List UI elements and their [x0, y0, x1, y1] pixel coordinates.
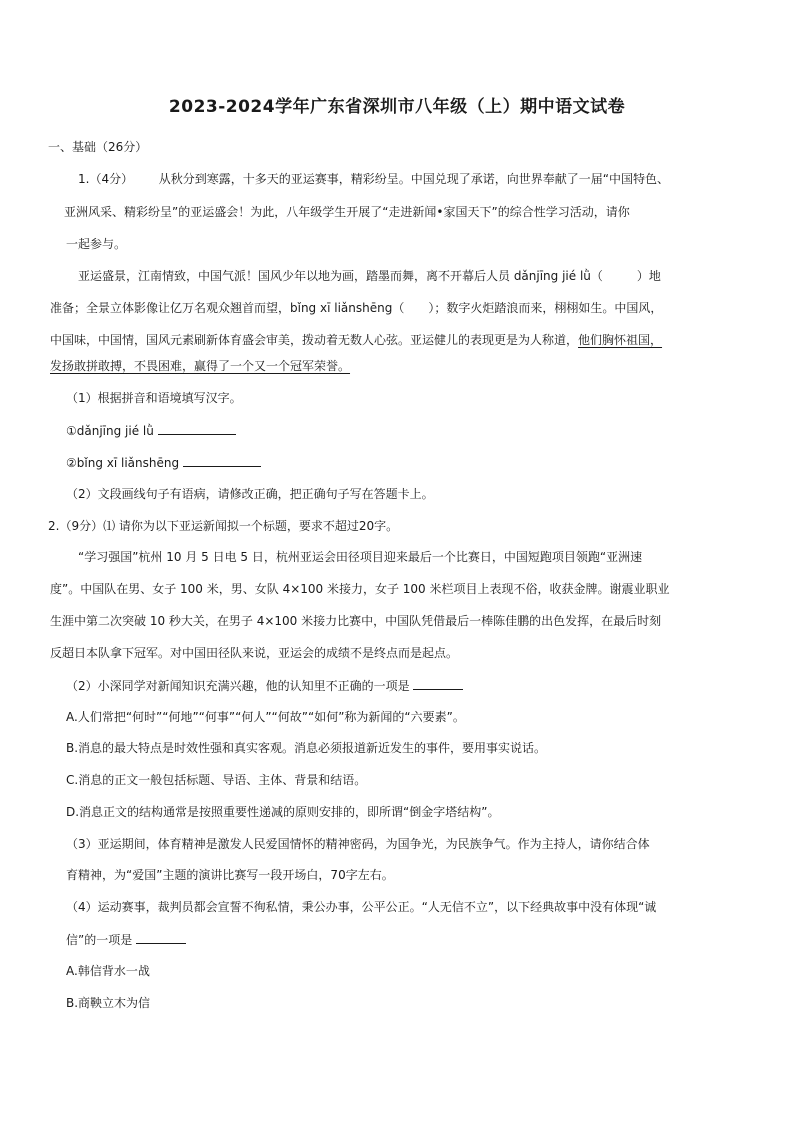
q2-sub-3-line-1: （3）亚运期间，体育精神是激发人民爱国情怀的精神密码，为国争光，为民族争气。作为主持人，请你结合体: [66, 837, 650, 851]
q1-line-2: 亚洲风采、精彩纷呈”的亚运盛会！为此，八年级学生开展了“走进新闻•家国天下”的综合性学习活动，请你: [64, 205, 630, 219]
q1-sub-1a: [66, 422, 236, 439]
q1-line-3: 一起参与。: [66, 237, 127, 251]
q2-option-a: A.人们常把“何时”“何地”“何事”“何人”“何故”“如何”称为新闻的“六要素”。: [66, 710, 465, 724]
q2-sub-4-line-2: [66, 931, 186, 948]
q2-sub-3-line-2: 育精神，为“爱国”主题的演讲比赛写一段开场白，70字左右。: [66, 868, 394, 882]
q1-passage-line-4: [50, 358, 350, 374]
q2-news-4: 反超日本队拿下冠军。对中国田径队来说，亚运会的成绩不是终点而是起点。: [50, 646, 459, 660]
q2-line-1: 2.（9分）⑴ 请你为以下亚运新闻拟一个标题，要求不超过20字。: [48, 519, 399, 533]
q2-sub-4-line-1: （4）运动赛事，裁判员都会宣誓不徇私情，秉公办事，公平公正。“人无信不立”，以下经典故事中没有体现“诚: [66, 900, 657, 914]
q1-number: 1.（4分）: [78, 172, 134, 186]
q2-option-b: B.消息的最大特点是时效性强和真实客观。消息必须报道新近发生的事件，要用事实说话。: [66, 741, 547, 755]
q2-sub-4-option-b: B.商鞅立木为信: [66, 996, 151, 1010]
answer-blank[interactable]: [183, 454, 261, 467]
passage-text: 中国味，中国情，国风元素刷新体育盛会审美，拨动着无数人心弦。亚运健儿的表现更是为人称道，: [50, 333, 579, 347]
q1-text-1: 从秋分到寒露，十多天的亚运赛事，精彩纷呈。中国兑现了承诺，向世界奉献了一届“中国特色、: [158, 172, 669, 186]
exam-title: 2023-2024学年广东省深圳市八年级（上）期中语文试卷: [168, 97, 626, 117]
underlined-sentence: 发扬敢拼敢搏，不畏困难，赢得了一个又一个冠军荣誉。: [50, 359, 351, 373]
q2-news-3: 生涯中第二次突破 10 秒大关，在男子 4×100 米接力比赛中，中国队凭借最后一棒陈佳鹏的出色发挥，在最后时刻: [50, 614, 662, 628]
pinyin-prompt: ②bǐng xī liǎnshēng: [66, 456, 180, 470]
underlined-sentence: 他们胸怀祖国，: [578, 333, 663, 347]
q2-news-2: 度”。中国队在男、女子 100 米，男、女队 4×100 米接力，女子 100 米栏项目上表现不俗，收获金牌。谢震业职业: [50, 582, 670, 596]
q1-passage-line-1: [78, 268, 661, 284]
question-text: 信”的一项是: [66, 933, 133, 947]
q2-option-d: D.消息正文的结构通常是按照重要性递减的原则安排的，即所谓“倒金字塔结构”。: [66, 805, 500, 819]
answer-blank[interactable]: [413, 677, 463, 690]
question-text: （2）小深同学对新闻知识充满兴趣，他的认知里不正确的一项是: [66, 679, 410, 693]
q1-passage-line-3: [50, 332, 662, 348]
pinyin-prompt: ①dǎnjīng jié lǜ: [66, 424, 154, 438]
passage-text: ）；数字火炬踏浪而来，栩栩如生。中国风，: [428, 301, 663, 315]
q1-sub-1: （1）根据拼音和语境填写汉字。: [66, 391, 242, 405]
answer-blank[interactable]: [158, 422, 236, 435]
q1-line-1: [78, 171, 669, 187]
q2-sub-2: [66, 677, 463, 694]
q1-sub-2: （2）文段画线句子有语病，请修改正确，把正确句子写在答题卡上。: [66, 487, 434, 501]
passage-text: ）地: [636, 269, 661, 283]
q2-sub-4-option-a: A.韩信背水一战: [66, 964, 150, 978]
q2-news-1: “学习强国”杭州 10 月 5 日电 5 日，杭州亚运会田径项目迎来最后一个比赛日，中国短跑项目领跑“亚洲速: [78, 550, 643, 564]
q2-option-c: C.消息的正文一般包括标题、导语、主体、背景和结语。: [66, 773, 367, 787]
section-heading: 一、基础（26分）: [48, 140, 148, 154]
q1-passage-line-2: [50, 300, 662, 316]
passage-text: 亚运盛景，江南情致，中国气派！国风少年以地为画，踏墨而舞，离不开幕后人员 dǎnjīng jié lǜ（: [78, 269, 603, 283]
q1-sub-1b: [66, 454, 261, 471]
passage-text: 准备；全景立体影像让亿万名观众翘首而望，bǐng xī liǎnshēng（: [50, 301, 405, 315]
answer-blank[interactable]: [136, 931, 186, 944]
